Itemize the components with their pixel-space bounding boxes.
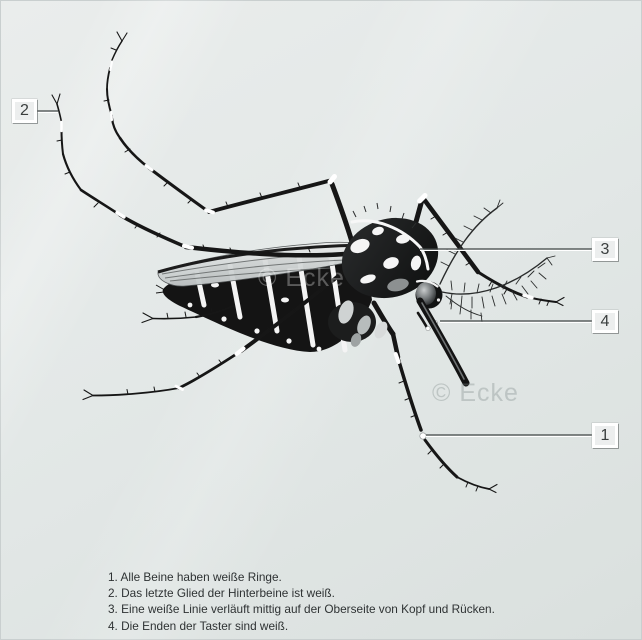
callout-box-3 [592,238,618,261]
front-leg-inner [104,32,352,242]
callout-box-4 [592,310,618,333]
watermark-background: © Ecke [432,379,519,407]
callout-box-2 [12,99,37,123]
caption-line-1: 1. Alle Beine haben weiße Ringe. [108,570,282,584]
watermark-body: © Ecke [258,264,345,292]
proboscis [420,301,466,383]
callout-number-2: 2 [20,102,29,119]
antennae [440,200,555,322]
caption-line-3: 3. Eine weiße Linie verläuft mittig auf der Oberseite von Kopf und Rücken. [108,602,495,617]
caption-line-2: 2. Das letzte Glied der Hinterbeine ist weiß. [108,586,335,601]
caption-legend [108,569,495,634]
caption-line-4: 4. Die Enden der Taster sind weiß. [108,618,289,633]
callout-number-1: 1 [600,426,610,444]
front-leg-outer [52,94,345,256]
callout-number-3: 3 [600,240,610,258]
callout-box-1 [592,423,618,448]
callout-number-4: 4 [600,312,610,330]
